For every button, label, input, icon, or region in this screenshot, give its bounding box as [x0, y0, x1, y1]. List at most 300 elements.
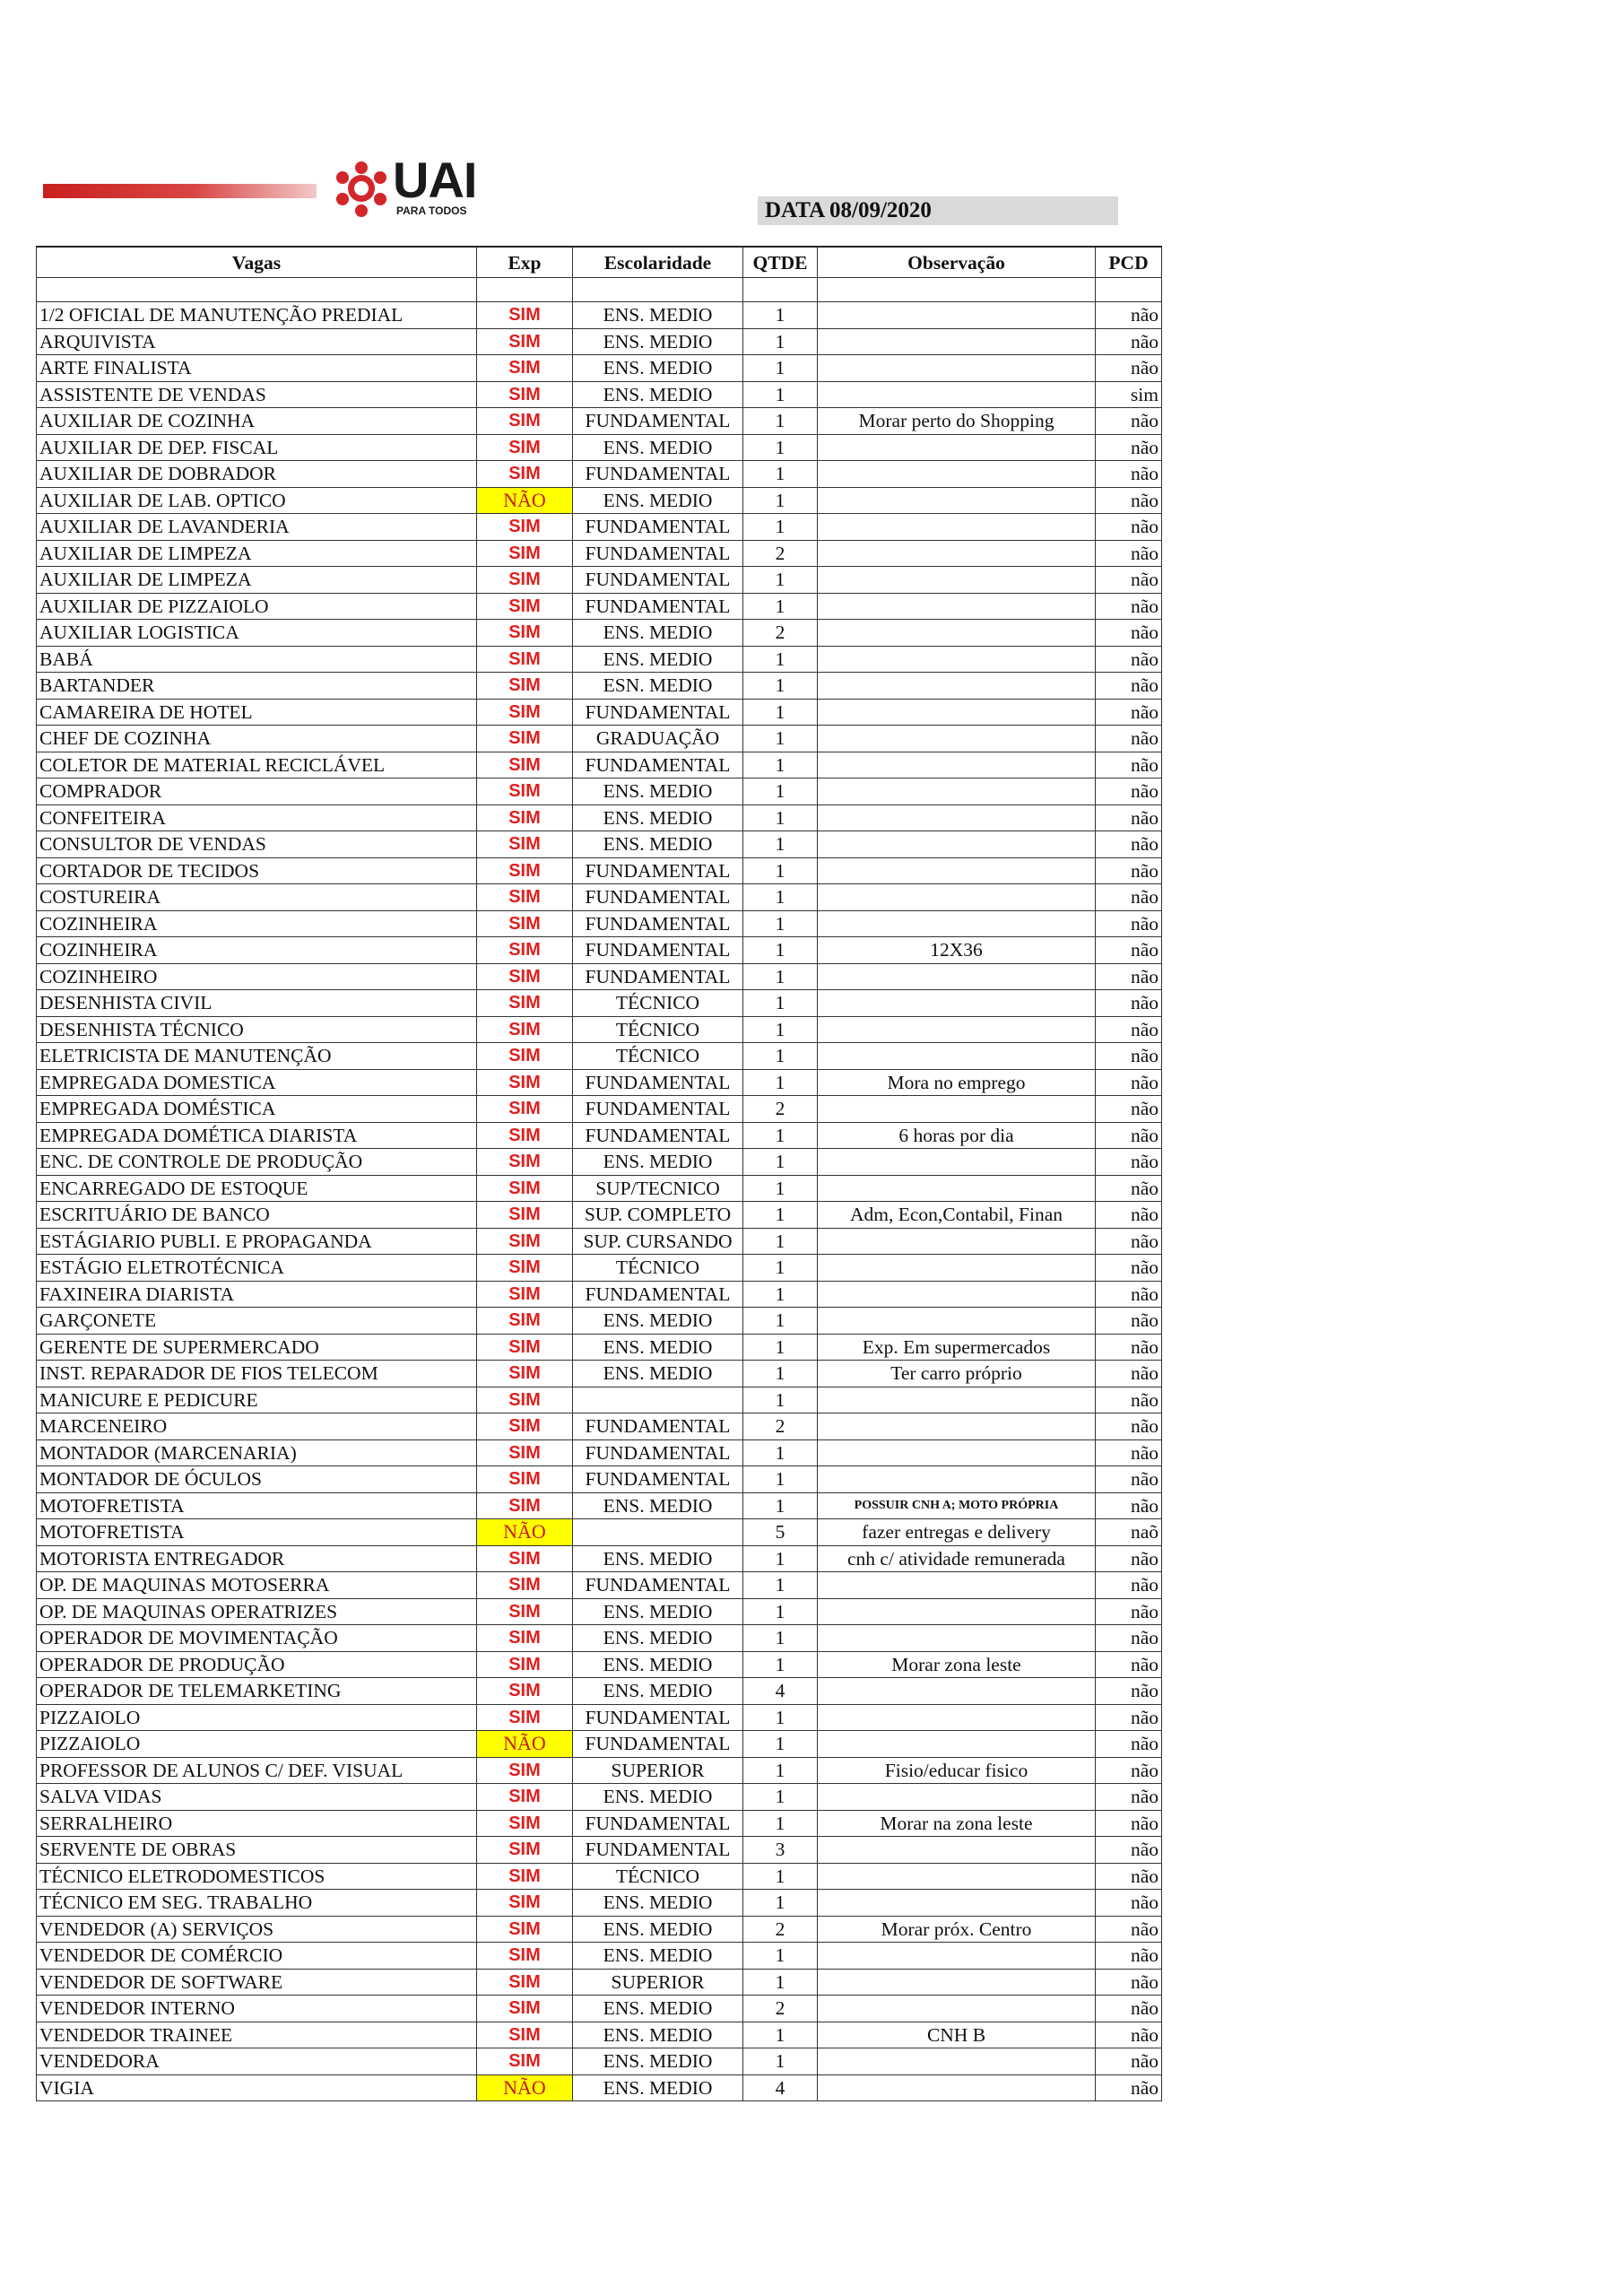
vaga-cell: VENDEDOR (A) SERVIÇOS: [37, 1916, 477, 1943]
observacao-cell: [818, 1096, 1096, 1123]
table-row: [37, 1731, 1162, 1758]
vaga-cell: OP. DE MAQUINAS MOTOSERRA: [37, 1572, 477, 1599]
table-row: [37, 1678, 1162, 1705]
vaga-cell: VENDEDOR TRAINEE: [37, 2022, 477, 2048]
pcd-cell: não: [1096, 355, 1162, 382]
pcd-cell: não: [1096, 567, 1162, 594]
observacao-cell: [818, 355, 1096, 382]
escolaridade-cell: TÉCNICO: [573, 1016, 743, 1043]
vaga-cell: AUXILIAR DE PIZZAIOLO: [37, 593, 477, 620]
observacao-cell: [818, 328, 1096, 355]
qtde-cell: 1: [743, 884, 818, 911]
table-row: [37, 434, 1162, 461]
observacao-cell: [818, 620, 1096, 647]
table-row: [37, 461, 1162, 488]
qtde-cell: 1: [743, 804, 818, 831]
observacao-cell: [818, 1149, 1096, 1176]
observacao-cell: [818, 1572, 1096, 1599]
qtde-cell: 1: [743, 1334, 818, 1361]
escolaridade-cell: ENS. MEDIO: [573, 2074, 743, 2101]
qtde-cell: 1: [743, 1863, 818, 1890]
exp-cell: SIM: [477, 963, 573, 990]
pcd-cell: não: [1096, 1466, 1162, 1493]
exp-cell: SIM: [477, 804, 573, 831]
qtde-cell: 1: [743, 381, 818, 408]
table-row: [37, 963, 1162, 990]
qtde-cell: 1: [743, 434, 818, 461]
table-row: [37, 355, 1162, 382]
qtde-cell: 1: [743, 1439, 818, 1466]
escolaridade-cell: ENS. MEDIO: [573, 1308, 743, 1335]
pcd-cell: não: [1096, 1545, 1162, 1572]
table-row: [37, 752, 1162, 778]
table-row: [37, 1334, 1162, 1361]
vaga-cell: GERENTE DE SUPERMERCADO: [37, 1334, 477, 1361]
table-row: [37, 1175, 1162, 1202]
escolaridade-cell: ENS. MEDIO: [573, 302, 743, 329]
observacao-cell: [818, 461, 1096, 488]
table-row: [37, 1598, 1162, 1625]
uai-people-icon: [334, 160, 389, 222]
qtde-cell: 1: [743, 328, 818, 355]
pcd-cell: não: [1096, 1281, 1162, 1308]
vaga-cell: COMPRADOR: [37, 778, 477, 805]
qtde-cell: 1: [743, 2048, 818, 2075]
qtde-cell: 2: [743, 540, 818, 567]
pcd-cell: não: [1096, 937, 1162, 964]
escolaridade-cell: ENS. MEDIO: [573, 1678, 743, 1705]
header-vagas: Vagas: [37, 247, 477, 278]
qtde-cell: 1: [743, 1361, 818, 1387]
exp-cell: SIM: [477, 1969, 573, 1996]
qtde-cell: 1: [743, 1122, 818, 1149]
observacao-cell: [818, 1466, 1096, 1493]
qtde-cell: 1: [743, 673, 818, 700]
escolaridade-cell: FUNDAMENTAL: [573, 1572, 743, 1599]
pcd-cell: não: [1096, 990, 1162, 1017]
header-escolaridade: Escolaridade: [573, 247, 743, 278]
vaga-cell: ARTE FINALISTA: [37, 355, 477, 382]
escolaridade-cell: FUNDAMENTAL: [573, 593, 743, 620]
table-row: [37, 1361, 1162, 1387]
exp-cell: SIM: [477, 2022, 573, 2048]
qtde-cell: 1: [743, 937, 818, 964]
escolaridade-cell: FUNDAMENTAL: [573, 884, 743, 911]
observacao-cell: Fisio/educar fisico: [818, 1757, 1096, 1784]
exp-cell: SIM: [477, 1361, 573, 1387]
observacao-cell: Ter carro próprio: [818, 1361, 1096, 1387]
exp-cell: NÃO: [477, 2074, 573, 2101]
exp-cell: SIM: [477, 461, 573, 488]
exp-cell: SIM: [477, 1890, 573, 1917]
pcd-cell: não: [1096, 963, 1162, 990]
vaga-cell: ESTÁGIARIO PUBLI. E PROPAGANDA: [37, 1228, 477, 1255]
table-row: [37, 1545, 1162, 1572]
table-row: [37, 408, 1162, 435]
exp-cell: SIM: [477, 1678, 573, 1705]
pcd-cell: não: [1096, 1625, 1162, 1652]
pcd-cell: não: [1096, 1016, 1162, 1043]
table-row: [37, 1387, 1162, 1413]
pcd-cell: não: [1096, 1069, 1162, 1096]
vaga-cell: AUXILIAR DE LIMPEZA: [37, 567, 477, 594]
pcd-cell: não: [1096, 1096, 1162, 1123]
table-row: [37, 328, 1162, 355]
pcd-cell: não: [1096, 1175, 1162, 1202]
observacao-cell: [818, 1439, 1096, 1466]
vaga-cell: CONFEITEIRA: [37, 804, 477, 831]
table-row: [37, 1492, 1162, 1519]
escolaridade-cell: ENS. MEDIO: [573, 1545, 743, 1572]
table-row: [37, 487, 1162, 514]
qtde-cell: 3: [743, 1837, 818, 1864]
exp-cell: SIM: [477, 567, 573, 594]
qtde-cell: 1: [743, 963, 818, 990]
qtde-cell: 1: [743, 646, 818, 673]
pcd-cell: não: [1096, 1308, 1162, 1335]
exp-cell: SIM: [477, 1122, 573, 1149]
pcd-cell: não: [1096, 1810, 1162, 1837]
vaga-cell: MANICURE E PEDICURE: [37, 1387, 477, 1413]
vaga-cell: COZINHEIRA: [37, 937, 477, 964]
observacao-cell: [818, 752, 1096, 778]
escolaridade-cell: ESN. MEDIO: [573, 673, 743, 700]
vaga-cell: ESTÁGIO ELETROTÉCNICA: [37, 1255, 477, 1282]
observacao-cell: [818, 1043, 1096, 1070]
vaga-cell: MONTADOR DE ÓCULOS: [37, 1466, 477, 1493]
escolaridade-cell: ENS. MEDIO: [573, 1149, 743, 1176]
qtde-cell: 1: [743, 302, 818, 329]
table-row: [37, 699, 1162, 726]
qtde-cell: 1: [743, 355, 818, 382]
pcd-cell: não: [1096, 2022, 1162, 2048]
exp-cell: SIM: [477, 673, 573, 700]
vaga-cell: MOTOFRETISTA: [37, 1519, 477, 1546]
escolaridade-cell: ENS. MEDIO: [573, 778, 743, 805]
observacao-cell: [818, 673, 1096, 700]
exp-cell: SIM: [477, 1545, 573, 1572]
qtde-cell: 1: [743, 2022, 818, 2048]
exp-cell: SIM: [477, 514, 573, 541]
observacao-cell: [818, 1281, 1096, 1308]
escolaridade-cell: [573, 1387, 743, 1413]
qtde-cell: 1: [743, 1492, 818, 1519]
pcd-cell: não: [1096, 487, 1162, 514]
qtde-cell: 2: [743, 1096, 818, 1123]
exp-cell: SIM: [477, 1202, 573, 1229]
exp-cell: SIM: [477, 355, 573, 382]
observacao-cell: [818, 1255, 1096, 1282]
pcd-cell: não: [1096, 1122, 1162, 1149]
qtde-cell: 5: [743, 1519, 818, 1546]
observacao-cell: [818, 540, 1096, 567]
escolaridade-cell: ENS. MEDIO: [573, 646, 743, 673]
table-row: [37, 884, 1162, 911]
header-red-bar: [43, 184, 317, 198]
escolaridade-cell: ENS. MEDIO: [573, 1784, 743, 1811]
observacao-cell: [818, 1228, 1096, 1255]
exp-cell: SIM: [477, 1096, 573, 1123]
vaga-cell: OP. DE MAQUINAS OPERATRIZES: [37, 1598, 477, 1625]
observacao-cell: [818, 1863, 1096, 1890]
vaga-cell: PROFESSOR DE ALUNOS C/ DEF. VISUAL: [37, 1757, 477, 1784]
qtde-cell: 1: [743, 1228, 818, 1255]
vacancies-table: [36, 246, 1162, 2101]
observacao-cell: POSSUIR CNH A; MOTO PRÓPRIA: [818, 1492, 1096, 1519]
vaga-cell: CAMAREIRA DE HOTEL: [37, 699, 477, 726]
exp-cell: SIM: [477, 831, 573, 858]
table-row: [37, 2022, 1162, 2048]
table-row: [37, 1943, 1162, 1970]
exp-cell: SIM: [477, 302, 573, 329]
vaga-cell: TÉCNICO ELETRODOMESTICOS: [37, 1863, 477, 1890]
observacao-cell: Morar na zona leste: [818, 1810, 1096, 1837]
vaga-cell: EMPREGADA DOMÉSTICA: [37, 1096, 477, 1123]
qtde-cell: 1: [743, 1149, 818, 1176]
exp-cell: SIM: [477, 990, 573, 1017]
qtde-cell: 1: [743, 1545, 818, 1572]
observacao-cell: [818, 514, 1096, 541]
observacao-cell: [818, 1175, 1096, 1202]
escolaridade-cell: ENS. MEDIO: [573, 1334, 743, 1361]
qtde-cell: 4: [743, 1678, 818, 1705]
observacao-cell: [818, 2048, 1096, 2075]
qtde-cell: 2: [743, 1916, 818, 1943]
vaga-cell: EMPREGADA DOMÉTICA DIARISTA: [37, 1122, 477, 1149]
qtde-cell: 1: [743, 408, 818, 435]
pcd-cell: não: [1096, 778, 1162, 805]
table-row: [37, 804, 1162, 831]
table-row: [37, 1308, 1162, 1335]
pcd-cell: não: [1096, 1361, 1162, 1387]
observacao-cell: Morar zona leste: [818, 1651, 1096, 1678]
exp-cell: SIM: [477, 408, 573, 435]
exp-cell: NÃO: [477, 1519, 573, 1546]
observacao-cell: Morar próx. Centro: [818, 1916, 1096, 1943]
pcd-cell: não: [1096, 1492, 1162, 1519]
exp-cell: NÃO: [477, 487, 573, 514]
table-row: [37, 1704, 1162, 1731]
qtde-cell: 1: [743, 1466, 818, 1493]
escolaridade-cell: FUNDAMENTAL: [573, 699, 743, 726]
vaga-cell: TÉCNICO EM SEG. TRABALHO: [37, 1890, 477, 1917]
vaga-cell: ENCARREGADO DE ESTOQUE: [37, 1175, 477, 1202]
escolaridade-cell: ENS. MEDIO: [573, 355, 743, 382]
exp-cell: SIM: [477, 328, 573, 355]
qtde-cell: 1: [743, 593, 818, 620]
pcd-cell: não: [1096, 1228, 1162, 1255]
observacao-cell: fazer entregas e delivery: [818, 1519, 1096, 1546]
qtde-cell: 2: [743, 1996, 818, 2022]
table-row: [37, 1069, 1162, 1096]
pcd-cell: não: [1096, 752, 1162, 778]
vaga-cell: BARTANDER: [37, 673, 477, 700]
observacao-cell: [818, 1413, 1096, 1440]
vaga-cell: EMPREGADA DOMESTICA: [37, 1069, 477, 1096]
vaga-cell: AUXILIAR DE LAVANDERIA: [37, 514, 477, 541]
header-exp: Exp: [477, 247, 573, 278]
table-row: [37, 1228, 1162, 1255]
observacao-cell: [818, 1308, 1096, 1335]
escolaridade-cell: SUP. CURSANDO: [573, 1228, 743, 1255]
pcd-cell: não: [1096, 1439, 1162, 1466]
qtde-cell: 1: [743, 1016, 818, 1043]
pcd-cell: não: [1096, 434, 1162, 461]
observacao-cell: [818, 990, 1096, 1017]
vaga-cell: COLETOR DE MATERIAL RECICLÁVEL: [37, 752, 477, 778]
pcd-cell: não: [1096, 1598, 1162, 1625]
observacao-cell: [818, 804, 1096, 831]
qtde-cell: 1: [743, 461, 818, 488]
pcd-cell: não: [1096, 408, 1162, 435]
escolaridade-cell: ENS. MEDIO: [573, 1361, 743, 1387]
table-row: [37, 1122, 1162, 1149]
exp-cell: SIM: [477, 1651, 573, 1678]
table-row: [37, 514, 1162, 541]
escolaridade-cell: ENS. MEDIO: [573, 1916, 743, 1943]
vaga-cell: VENDEDOR DE SOFTWARE: [37, 1969, 477, 1996]
escolaridade-cell: ENS. MEDIO: [573, 804, 743, 831]
table-row: [37, 1572, 1162, 1599]
qtde-cell: 1: [743, 1810, 818, 1837]
exp-cell: SIM: [477, 1572, 573, 1599]
vaga-cell: BABÁ: [37, 646, 477, 673]
escolaridade-cell: FUNDAMENTAL: [573, 408, 743, 435]
table-row: [37, 1863, 1162, 1890]
pcd-cell: não: [1096, 328, 1162, 355]
exp-cell: SIM: [477, 1757, 573, 1784]
exp-cell: SIM: [477, 2048, 573, 2075]
escolaridade-cell: SUP. COMPLETO: [573, 1202, 743, 1229]
pcd-cell: não: [1096, 1334, 1162, 1361]
escolaridade-cell: FUNDAMENTAL: [573, 937, 743, 964]
pcd-cell: não: [1096, 884, 1162, 911]
vaga-cell: OPERADOR DE MOVIMENTAÇÃO: [37, 1625, 477, 1652]
exp-cell: SIM: [477, 1043, 573, 1070]
pcd-cell: não: [1096, 1202, 1162, 1229]
escolaridade-cell: FUNDAMENTAL: [573, 857, 743, 884]
logo-text: UAI: [393, 152, 477, 208]
exp-cell: SIM: [477, 699, 573, 726]
qtde-cell: 1: [743, 1969, 818, 1996]
pcd-cell: não: [1096, 1890, 1162, 1917]
table-row: [37, 673, 1162, 700]
escolaridade-cell: FUNDAMENTAL: [573, 1122, 743, 1149]
table-row: [37, 990, 1162, 1017]
escolaridade-cell: ENS. MEDIO: [573, 1890, 743, 1917]
table-row: [37, 1651, 1162, 1678]
table-row: [37, 540, 1162, 567]
vaga-cell: OPERADOR DE TELEMARKETING: [37, 1678, 477, 1705]
escolaridade-cell: FUNDAMENTAL: [573, 1731, 743, 1758]
exp-cell: SIM: [477, 752, 573, 778]
vaga-cell: VIGIA: [37, 2074, 477, 2101]
table-row: [37, 1969, 1162, 1996]
exp-cell: SIM: [477, 1466, 573, 1493]
table-row: [37, 1916, 1162, 1943]
observacao-cell: Adm, Econ,Contabil, Finan: [818, 1202, 1096, 1229]
table-row: [37, 1810, 1162, 1837]
exp-cell: SIM: [477, 1308, 573, 1335]
vaga-cell: AUXILIAR DE DOBRADOR: [37, 461, 477, 488]
exp-cell: SIM: [477, 1281, 573, 1308]
exp-cell: SIM: [477, 1598, 573, 1625]
qtde-cell: 1: [743, 1784, 818, 1811]
escolaridade-cell: ENS. MEDIO: [573, 1625, 743, 1652]
escolaridade-cell: FUNDAMENTAL: [573, 1413, 743, 1440]
pcd-cell: não: [1096, 1757, 1162, 1784]
observacao-cell: [818, 726, 1096, 752]
table-row: [37, 831, 1162, 858]
exp-cell: SIM: [477, 1704, 573, 1731]
vaga-cell: MONTADOR (MARCENARIA): [37, 1439, 477, 1466]
escolaridade-cell: FUNDAMENTAL: [573, 1466, 743, 1493]
escolaridade-cell: ENS. MEDIO: [573, 487, 743, 514]
observacao-cell: [818, 778, 1096, 805]
vaga-cell: SERVENTE DE OBRAS: [37, 1837, 477, 1864]
qtde-cell: 1: [743, 1069, 818, 1096]
vaga-cell: AUXILIAR DE COZINHA: [37, 408, 477, 435]
vaga-cell: AUXILIAR DE LAB. OPTICO: [37, 487, 477, 514]
vaga-cell: COSTUREIRA: [37, 884, 477, 911]
exp-cell: SIM: [477, 726, 573, 752]
exp-cell: SIM: [477, 778, 573, 805]
exp-cell: SIM: [477, 1837, 573, 1864]
vaga-cell: DESENHISTA CIVIL: [37, 990, 477, 1017]
exp-cell: SIM: [477, 434, 573, 461]
table-row: [37, 1439, 1162, 1466]
table-row: [37, 937, 1162, 964]
escolaridade-cell: ENS. MEDIO: [573, 328, 743, 355]
qtde-cell: 1: [743, 1572, 818, 1599]
pcd-cell: não: [1096, 302, 1162, 329]
pcd-cell: não: [1096, 1996, 1162, 2022]
pcd-cell: não: [1096, 673, 1162, 700]
exp-cell: SIM: [477, 1387, 573, 1413]
pcd-cell: não: [1096, 646, 1162, 673]
escolaridade-cell: FUNDAMENTAL: [573, 1281, 743, 1308]
escolaridade-cell: ENS. MEDIO: [573, 2048, 743, 2075]
vaga-cell: 1/2 OFICIAL DE MANUTENÇÃO PREDIAL: [37, 302, 477, 329]
pcd-cell: não: [1096, 593, 1162, 620]
observacao-cell: Mora no emprego: [818, 1069, 1096, 1096]
pcd-cell: não: [1096, 1387, 1162, 1413]
vaga-cell: MARCENEIRO: [37, 1413, 477, 1440]
pcd-cell: naõ: [1096, 1519, 1162, 1546]
qtde-cell: 1: [743, 1890, 818, 1917]
table-row: [37, 1890, 1162, 1917]
exp-cell: SIM: [477, 937, 573, 964]
escolaridade-cell: FUNDAMENTAL: [573, 1837, 743, 1864]
pcd-cell: não: [1096, 1784, 1162, 1811]
exp-cell: SIM: [477, 1016, 573, 1043]
exp-cell: NÃO: [477, 1731, 573, 1758]
qtde-cell: 2: [743, 620, 818, 647]
table-row: [37, 1757, 1162, 1784]
table-row: [37, 1784, 1162, 1811]
vaga-cell: SALVA VIDAS: [37, 1784, 477, 1811]
observacao-cell: [818, 1598, 1096, 1625]
observacao-cell: [818, 1890, 1096, 1917]
observacao-cell: [818, 1969, 1096, 1996]
qtde-cell: 1: [743, 487, 818, 514]
pcd-cell: não: [1096, 1678, 1162, 1705]
qtde-cell: 1: [743, 1308, 818, 1335]
table-row: [37, 1466, 1162, 1493]
vaga-cell: FAXINEIRA DIARISTA: [37, 1281, 477, 1308]
escolaridade-cell: FUNDAMENTAL: [573, 1704, 743, 1731]
observacao-cell: [818, 1996, 1096, 2022]
